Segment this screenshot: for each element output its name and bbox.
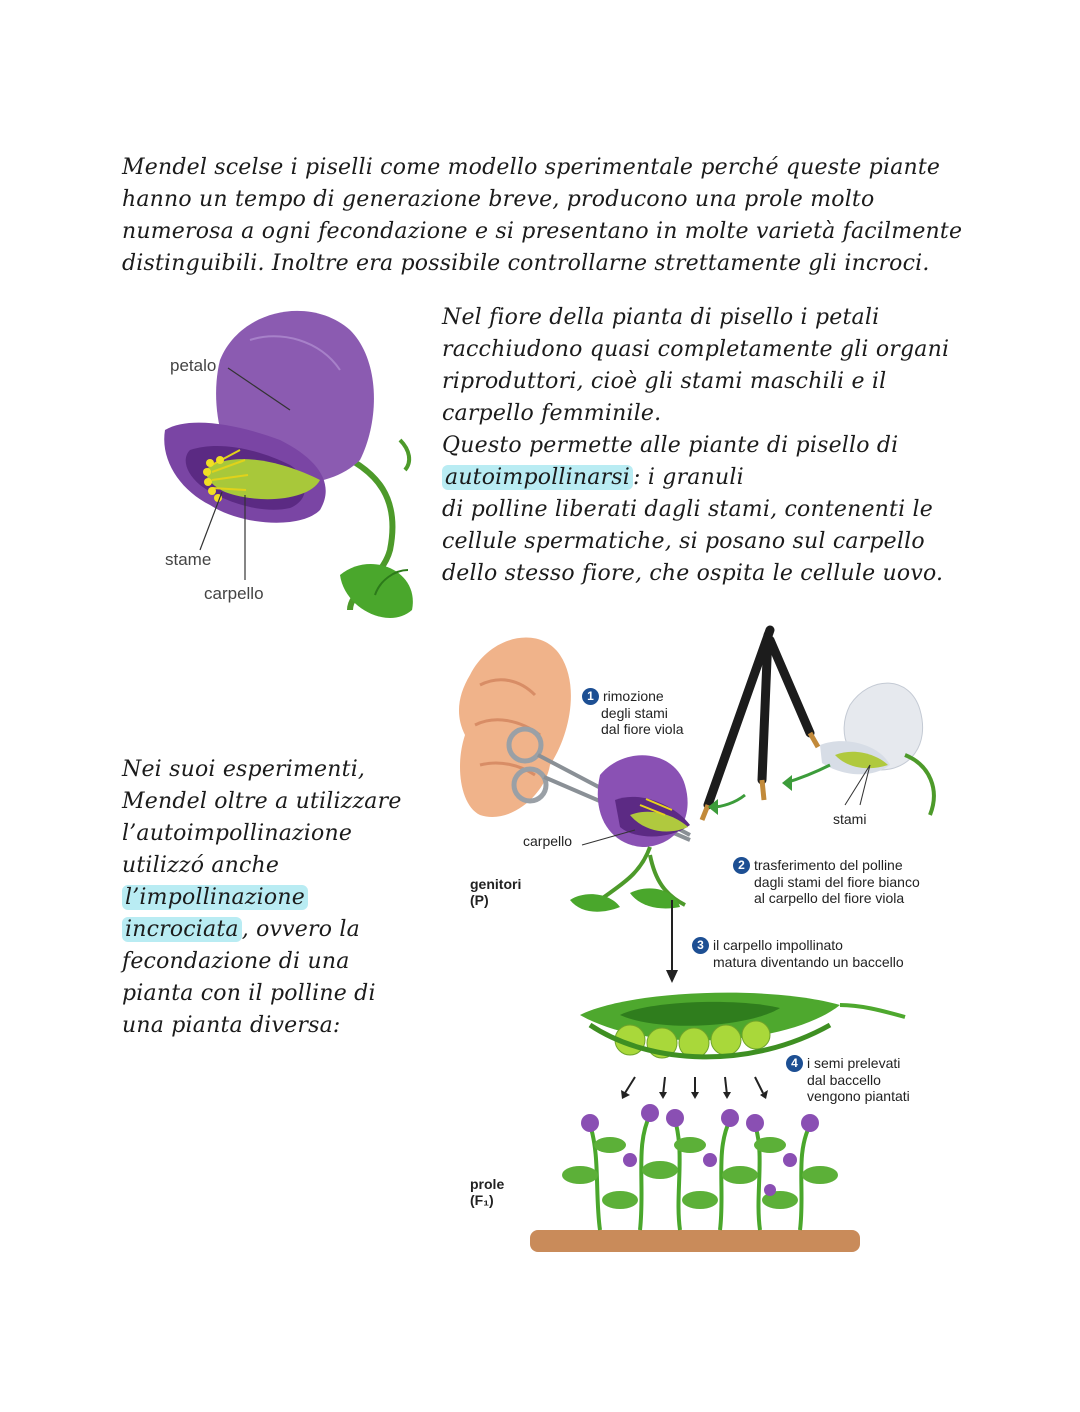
intro-line: Mendel scelse i piselli come modello sperimentale perché queste piante [122,155,941,180]
flower-line: racchiudono quasi completamente gli organi [442,337,950,362]
label-stami: stami [833,811,867,827]
step-3-line [692,937,904,954]
highlight-incrociata: incrociata [122,917,242,942]
experiment-line-rest: , ovvero la [241,917,360,942]
experiment-line: Mendel oltre a utilizzare [122,789,402,814]
experiment-line: pianta con il polline di [122,981,376,1006]
prole-line: (F₁) [470,1192,494,1208]
brushes-illustration [702,630,818,820]
genitori-line: (P) [470,892,489,908]
step-number-badge: 1 [582,688,599,705]
step-4-caption [786,1055,910,1104]
step-2-text: trasferimento del polline [754,857,903,873]
step-1-caption [582,688,684,737]
flower-line-rest: : i granuli [633,465,744,490]
flower-paragraph [442,302,949,590]
offspring-plants [590,1115,810,1230]
flower-line: Questo permette alle piante di pisello di [442,433,899,458]
step-number-badge: 2 [733,857,750,874]
step-2-line: dagli stami del fiore bianco [754,874,920,890]
label-carpello: carpello [204,584,264,603]
flower-line-highlight [442,462,949,494]
step-number-badge: 4 [786,1055,803,1072]
step-1-line: degli stami [601,705,668,721]
step-4-line: dal baccello [807,1072,881,1088]
pea-flower-illustration [150,300,430,640]
experiment-line [122,914,402,946]
flower-line: riproduttori, cioè gli stami maschili e il [442,369,887,394]
flower-line: carpello femminile. [442,401,662,426]
intro-paragraph [122,152,962,280]
intro-line: numerosa a ogni fecondazione e si presentano in molte varietà facilmente [122,219,963,244]
label-stame: stame [165,550,212,569]
experiment-paragraph [122,754,402,1042]
step-number-badge: 3 [692,937,709,954]
step-3-line: matura diventando un baccello [713,954,904,970]
step-4-line [786,1055,910,1072]
flower-line: Nel fiore della pianta di pisello i petali [442,305,880,330]
experiment-line [122,882,402,914]
step-4-text: i semi prelevati [807,1055,901,1071]
intro-line: distinguibili. Inoltre era possibile controllarne strettamente gli incroci. [122,251,930,276]
step-3-caption [692,937,904,970]
prole-line: prole [470,1176,505,1192]
step-2-line: al carpello del fiore viola [754,890,905,906]
step-1-text: rimozione [603,688,664,704]
experiment-line: utilizzó anche [122,853,280,878]
highlight-impollinazione: l’impollinazione [122,885,308,910]
step-2-caption [733,857,920,906]
experiment-line: una pianta diversa: [122,1013,341,1038]
label-genitori [470,876,521,908]
experiment-line: fecondazione di una [122,949,350,974]
experiment-line: Nei suoi esperimenti, [122,757,366,782]
step-3-text: il carpello impollinato [713,937,843,953]
intro-line: hanno un tempo di generazione breve, producono una prole molto [122,187,875,212]
label-carpello-diagram: carpello [523,833,573,849]
flower-line: cellule spermatiche, si posano sul carpello [442,529,925,554]
highlight-autoimpollinarsi: autoimpollinarsi [442,465,633,490]
step-2-line [733,857,920,874]
step-1-line [582,688,684,705]
label-prole [470,1176,504,1208]
genitori-line: genitori [470,876,522,892]
flower-line: di polline liberati dagli stami, contenenti le [442,497,933,522]
experiment-line: l’autoimpollinazione [122,821,353,846]
flower-line: dello stesso fiore, che ospita le cellule uovo. [442,561,944,586]
step-1-line: dal fiore viola [601,721,684,737]
soil [530,1230,860,1252]
step-4-line: vengono piantati [807,1088,910,1104]
label-petalo: petalo [170,356,217,375]
